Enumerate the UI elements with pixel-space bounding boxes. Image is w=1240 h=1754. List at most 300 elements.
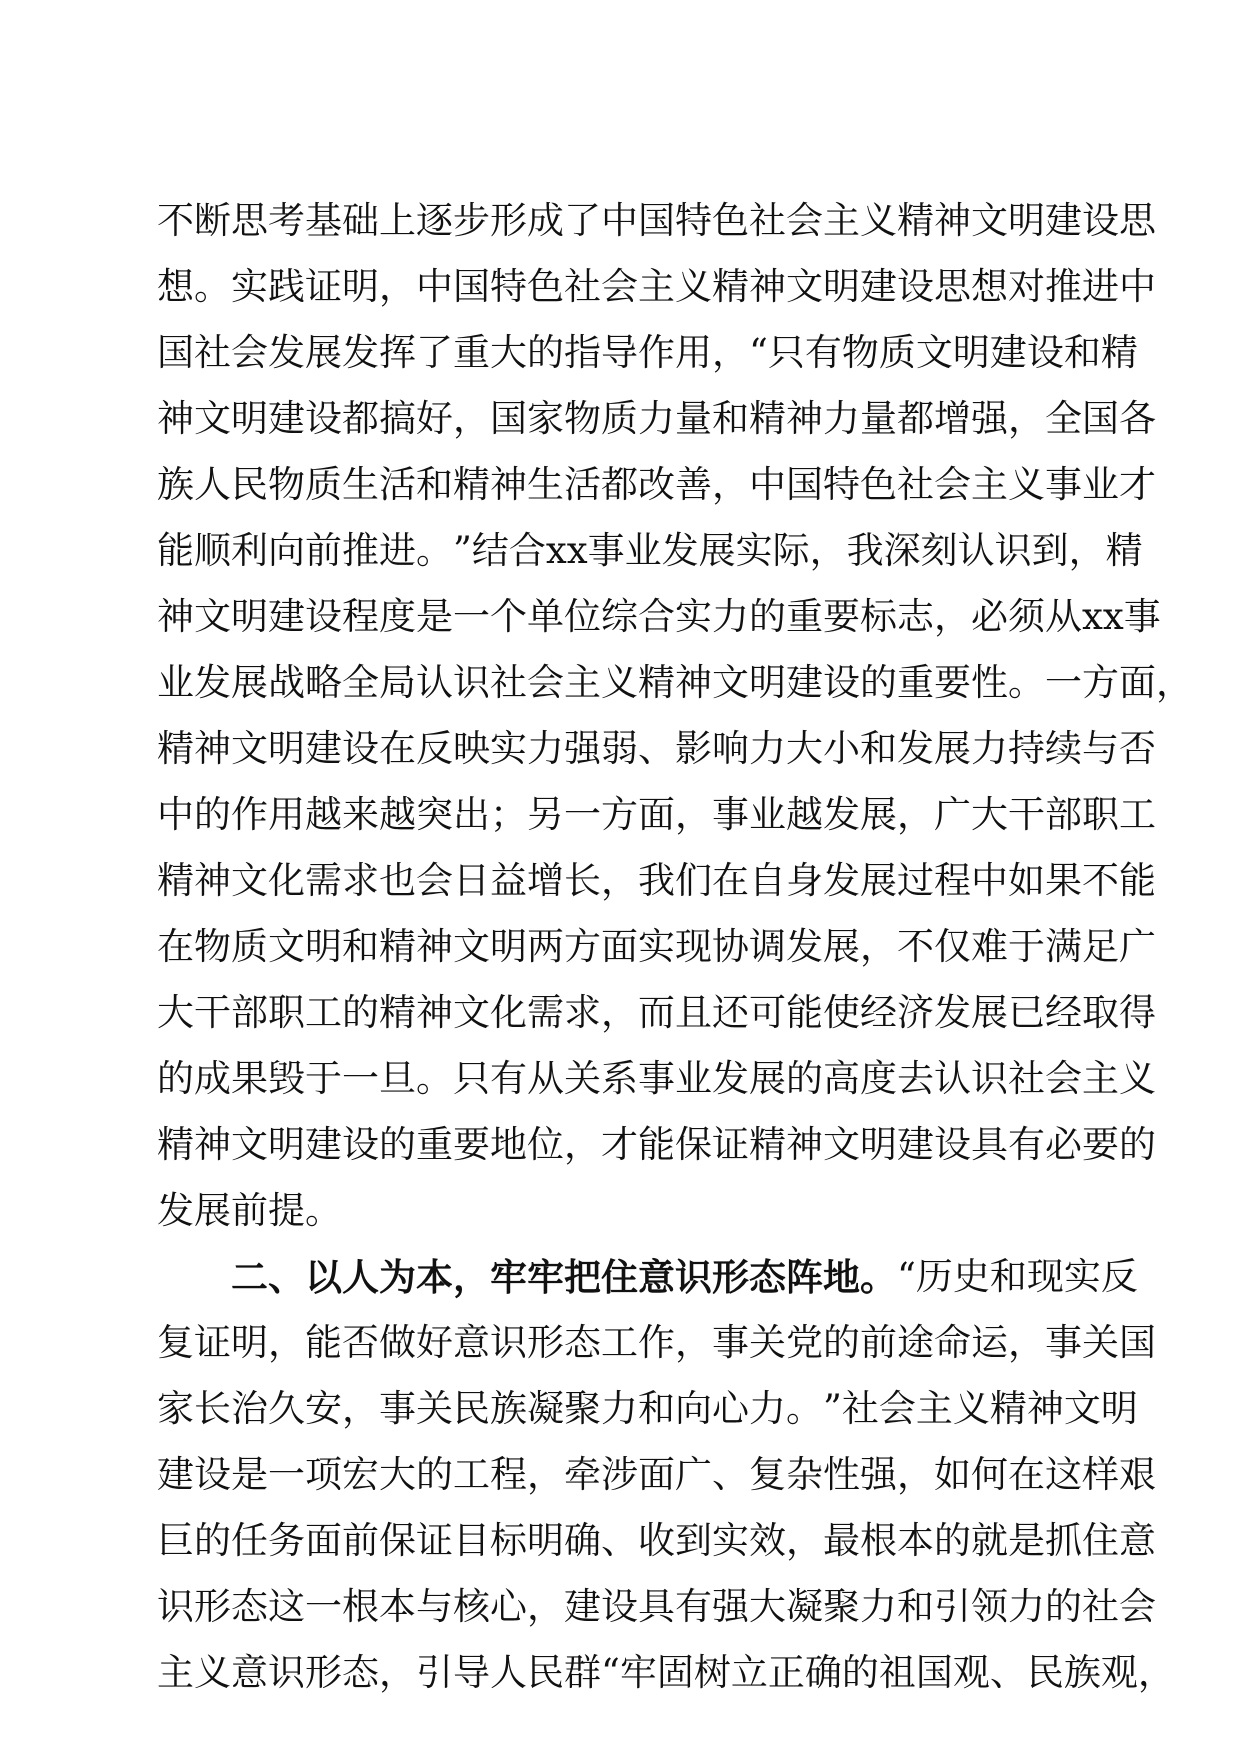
- text-char: 识: [268, 1651, 305, 1694]
- text-char: 现: [675, 925, 712, 968]
- text-char: 识: [490, 1321, 527, 1364]
- text-char: 建: [860, 265, 897, 308]
- text-char: 主: [157, 1651, 194, 1694]
- text-char: 的: [194, 793, 231, 836]
- text-char: 这: [268, 1585, 305, 1628]
- text-char: 文: [786, 265, 823, 308]
- text-char: 用: [268, 793, 305, 836]
- text-char: 义: [1008, 463, 1045, 506]
- text-char: 实: [712, 1519, 749, 1562]
- text-char: 精: [157, 727, 194, 770]
- text-char: 义: [860, 199, 897, 242]
- text-char: 两: [527, 925, 564, 968]
- text-char: 地: [490, 1123, 527, 1166]
- text-char: 精: [712, 265, 749, 308]
- text-char: ，: [1068, 529, 1106, 572]
- text-char: 与: [1082, 727, 1119, 770]
- text-line: [157, 782, 1156, 848]
- text-line: [157, 848, 1156, 914]
- text-char: 前: [860, 1321, 897, 1364]
- text-char: 长: [194, 1387, 231, 1430]
- text-char: 认: [957, 529, 995, 572]
- text-char: 于: [1008, 925, 1045, 968]
- text-char: 设: [342, 727, 379, 770]
- text-char: 神: [786, 397, 823, 440]
- text-char: 社: [749, 199, 786, 242]
- text-char: ，: [379, 265, 416, 308]
- text-char: 质: [878, 331, 916, 374]
- text-char: 性: [971, 661, 1008, 704]
- text-char: 强: [564, 727, 601, 770]
- text-char: 事: [1123, 595, 1161, 638]
- text-char: 会: [878, 1387, 916, 1430]
- text-line: [157, 650, 1193, 716]
- text-char: 工: [601, 1321, 638, 1364]
- text-char: 持: [1008, 727, 1045, 770]
- text-char: ，: [379, 1651, 416, 1694]
- text-char: 明: [860, 1123, 897, 1166]
- text-char: 关: [564, 1057, 601, 1100]
- text-char: 中: [1119, 265, 1156, 308]
- heading-char: 牢: [527, 1255, 564, 1299]
- text-char: 进: [379, 529, 416, 572]
- text-char: 的: [823, 1321, 860, 1364]
- text-char: 识: [157, 1585, 194, 1628]
- text-char: 复: [157, 1321, 194, 1364]
- text-char: 逐: [416, 199, 453, 242]
- text-char: 职: [1082, 793, 1119, 836]
- text-char: 途: [897, 1321, 934, 1364]
- text-char: 明: [231, 1321, 268, 1364]
- text-char: 否: [342, 1321, 379, 1364]
- heading-char: 、: [268, 1255, 305, 1299]
- text-char: 要: [1082, 1123, 1119, 1166]
- text-char: 强: [712, 1585, 749, 1628]
- text-char: 有: [490, 1057, 527, 1100]
- text-char: ，: [527, 1453, 564, 1496]
- text-char: 久: [268, 1387, 305, 1430]
- text-char: 识: [994, 529, 1032, 572]
- text-char: 一: [305, 1585, 342, 1628]
- text-char: 战: [268, 661, 305, 704]
- text-line: [157, 716, 1156, 782]
- text-char: 精: [749, 1123, 786, 1166]
- text-char: ，: [934, 595, 971, 638]
- text-char: 神: [749, 265, 786, 308]
- text-char: 建: [157, 1453, 194, 1496]
- text-line: [157, 980, 1156, 1046]
- text-char: 响: [712, 727, 749, 770]
- text-char: ，: [675, 1321, 712, 1364]
- text-char: 民: [453, 1387, 490, 1430]
- text-char: 这: [1045, 1453, 1082, 1496]
- text-char: 有: [675, 1585, 712, 1628]
- text-char: 程: [934, 859, 971, 902]
- text-char: 实: [638, 925, 675, 968]
- text-char: 的: [416, 1453, 453, 1496]
- text-line: [157, 1112, 1156, 1178]
- text-char: 祖: [878, 1651, 916, 1694]
- text-char: 明: [952, 331, 990, 374]
- text-char: 好: [416, 1321, 453, 1364]
- text-char: 与: [416, 1585, 453, 1628]
- body-text: [157, 188, 1193, 1706]
- text-char: 发: [712, 1057, 749, 1100]
- text-char: 成: [194, 1057, 231, 1100]
- text-char: 工: [453, 1453, 490, 1496]
- text-char: 而: [638, 991, 675, 1034]
- text-char: 的: [379, 1123, 416, 1166]
- text-char: 形: [194, 1585, 231, 1628]
- text-char: 事: [587, 529, 625, 572]
- text-char: 人: [490, 1651, 527, 1694]
- text-char: 色: [527, 265, 564, 308]
- heading-char: 本: [416, 1255, 453, 1299]
- heading-char: 地: [823, 1255, 860, 1299]
- text-char: 文: [453, 925, 490, 968]
- text-char: 重: [786, 595, 823, 638]
- text-char: 中: [971, 859, 1008, 902]
- text-char: 部: [231, 991, 268, 1034]
- text-char: 识: [453, 661, 490, 704]
- text-char: 。: [416, 1057, 453, 1100]
- heading-char: 牢: [490, 1255, 527, 1299]
- text-char: 力: [860, 1585, 897, 1628]
- text-char: 国: [157, 331, 194, 374]
- text-char: 成: [527, 199, 564, 242]
- text-char: 命: [934, 1321, 971, 1364]
- text-char: 最: [823, 1519, 860, 1562]
- text-char: 和: [638, 1387, 675, 1430]
- text-char: 改: [638, 463, 675, 506]
- text-char: 建: [1045, 199, 1082, 242]
- text-char: 主: [915, 1387, 953, 1430]
- text-char: 会: [1045, 1057, 1082, 1100]
- text-char: 牢: [619, 1651, 657, 1694]
- text-char: 建: [305, 727, 342, 770]
- text-char: 难: [971, 925, 1008, 968]
- text-char: 步: [453, 199, 490, 242]
- text-char: 复: [749, 1453, 786, 1496]
- text-char: 建: [786, 661, 823, 704]
- text-char: 化: [490, 991, 527, 1034]
- text-char: 文: [712, 661, 749, 704]
- text-char: 历: [915, 1255, 953, 1298]
- text-char: 抓: [1045, 1519, 1082, 1562]
- text-char: 各: [1119, 397, 1156, 440]
- text-char: 社: [194, 331, 231, 374]
- text-char: 建: [897, 1123, 934, 1166]
- text-char: 从: [527, 1057, 564, 1100]
- text-char: ”: [823, 1387, 842, 1430]
- text-char: “: [601, 1651, 620, 1694]
- text-char: 社: [1008, 1057, 1045, 1100]
- text-char: 发: [157, 1189, 194, 1232]
- text-char: 量: [675, 397, 712, 440]
- text-char: 义: [601, 661, 638, 704]
- text-char: 力: [712, 595, 749, 638]
- text-char: 项: [305, 1453, 342, 1496]
- text-char: 色: [860, 463, 897, 506]
- text-char: 毁: [268, 1057, 305, 1100]
- text-line: [157, 254, 1156, 320]
- text-char: 意: [231, 1651, 268, 1694]
- text-char: 需: [527, 991, 564, 1034]
- text-char: 的: [841, 1651, 879, 1694]
- text-char: ，: [712, 463, 749, 506]
- text-char: 于: [305, 1057, 342, 1100]
- text-char: 上: [379, 199, 416, 242]
- text-char: 有: [804, 331, 842, 374]
- text-char: 根: [342, 1585, 379, 1628]
- text-char: 思: [231, 199, 268, 242]
- text-char: 具: [638, 1585, 675, 1628]
- text-char: 事: [1045, 1321, 1082, 1364]
- text-char: 神: [490, 463, 527, 506]
- text-char: 设: [601, 1585, 638, 1628]
- text-char: 收: [638, 1519, 675, 1562]
- text-char: 国: [915, 1651, 953, 1694]
- text-char: 我: [846, 529, 884, 572]
- text-char: 社: [490, 661, 527, 704]
- text-char: 物: [841, 331, 879, 374]
- text-char: 化: [268, 859, 305, 902]
- text-char: 关: [416, 1387, 453, 1430]
- text-char: 精: [989, 1387, 1027, 1430]
- text-char: 度: [379, 595, 416, 638]
- text-char: 标: [490, 1519, 527, 1562]
- text-char: ，: [564, 1123, 601, 1166]
- text-char: 文: [915, 331, 953, 374]
- text-char: 广: [675, 1453, 712, 1496]
- text-char: 广: [1119, 925, 1156, 968]
- text-char: 量: [860, 397, 897, 440]
- text-char: 建: [268, 595, 305, 638]
- text-char: ，: [453, 397, 490, 440]
- text-char: 力: [527, 727, 564, 770]
- text-char: 的: [1045, 1585, 1082, 1628]
- text-char: 合: [508, 529, 546, 572]
- text-char: 文: [268, 925, 305, 968]
- text-char: 只: [767, 331, 805, 374]
- text-char: 明: [231, 397, 268, 440]
- text-char: 和: [1063, 331, 1101, 374]
- text-line: [157, 1376, 1138, 1442]
- text-char: 心: [490, 1585, 527, 1628]
- text-char: 去: [897, 1057, 934, 1100]
- text-char: 文: [231, 1123, 268, 1166]
- text-char: 引: [934, 1585, 971, 1628]
- text-char: 想: [971, 265, 1008, 308]
- text-char: 求: [342, 859, 379, 902]
- text-char: 实: [735, 529, 773, 572]
- text-char: 方: [1082, 661, 1119, 704]
- text-char: 质: [305, 463, 342, 506]
- text-char: 展: [194, 1189, 231, 1232]
- text-char: 且: [675, 991, 712, 1034]
- text-char: 主: [971, 463, 1008, 506]
- text-char: 凝: [527, 1387, 564, 1430]
- text-char: 神: [194, 727, 231, 770]
- text-char: 态: [564, 1321, 601, 1364]
- text-char: 导: [453, 1651, 490, 1694]
- text-char: 凝: [786, 1585, 823, 1628]
- text-char: 力: [638, 397, 675, 440]
- text-char: 作: [638, 1321, 675, 1364]
- text-char: 须: [1008, 595, 1045, 638]
- text-char: 神: [194, 859, 231, 902]
- text-char: 经: [860, 991, 897, 1034]
- text-char: 大: [971, 793, 1008, 836]
- text-char: 中: [416, 265, 453, 308]
- text-char: 业: [157, 661, 194, 704]
- text-char: 础: [342, 199, 379, 242]
- text-char: 精: [157, 1123, 194, 1166]
- text-char: 家: [527, 397, 564, 440]
- text-char: 小: [823, 727, 860, 770]
- text-char: 事: [1045, 463, 1082, 506]
- text-char: 面: [638, 793, 675, 836]
- text-char: 特: [675, 199, 712, 242]
- text-char: 领: [971, 1585, 1008, 1628]
- text-char: 业: [624, 529, 662, 572]
- text-char: 能: [305, 1321, 342, 1364]
- text-char: 果: [1045, 859, 1082, 902]
- text-line: [157, 1640, 1175, 1706]
- text-char: 展: [305, 331, 342, 374]
- text-char: 文: [971, 199, 1008, 242]
- text-char: 。: [1008, 661, 1045, 704]
- text-char: 展: [860, 793, 897, 836]
- text-line: [157, 1046, 1156, 1112]
- text-char: 明: [823, 265, 860, 308]
- text-char: 治: [231, 1387, 268, 1430]
- text-char: 业: [749, 793, 786, 836]
- text-char: ，: [897, 1453, 934, 1496]
- text-char: 设: [305, 595, 342, 638]
- text-char: 调: [749, 925, 786, 968]
- text-char: 面: [601, 925, 638, 968]
- text-char: ，: [809, 529, 847, 572]
- text-char: 就: [971, 1519, 1008, 1562]
- text-char: 大: [490, 331, 527, 374]
- text-char: 自: [749, 859, 786, 902]
- text-char: 大: [157, 991, 194, 1034]
- text-char: 前: [342, 1519, 379, 1562]
- text-char: 系: [601, 1057, 638, 1100]
- text-char: 物: [564, 397, 601, 440]
- text-char: 思: [934, 265, 971, 308]
- text-char: 益: [490, 859, 527, 902]
- text-char: 国: [490, 397, 527, 440]
- text-char: 神: [157, 595, 194, 638]
- heading-char: 人: [342, 1255, 379, 1299]
- text-char: 深: [883, 529, 921, 572]
- text-char: 族: [1063, 1651, 1101, 1694]
- text-char: 、: [638, 727, 675, 770]
- text-char: 如: [934, 1453, 971, 1496]
- text-char: 重: [453, 331, 490, 374]
- text-char: 践: [268, 265, 305, 308]
- text-char: 文: [453, 991, 490, 1034]
- text-char: 民: [1026, 1651, 1064, 1694]
- text-char: 善: [675, 463, 712, 506]
- text-char: 精: [157, 859, 194, 902]
- text-char: 国: [453, 265, 490, 308]
- text-char: 族: [490, 1387, 527, 1430]
- text-char: 事: [712, 793, 749, 836]
- text-char: 一: [342, 1057, 379, 1100]
- text-char: 已: [1008, 991, 1045, 1034]
- text-char: 特: [490, 265, 527, 308]
- text-char: 族: [157, 463, 194, 506]
- text-char: 还: [712, 991, 749, 1034]
- text-char: 和: [416, 463, 453, 506]
- text-char: 运: [971, 1321, 1008, 1364]
- text-char: 聚: [823, 1585, 860, 1628]
- text-char: 形: [305, 1651, 342, 1694]
- text-char: 涉: [601, 1453, 638, 1496]
- text-line: [157, 1178, 1083, 1244]
- text-char: 任: [231, 1519, 268, 1562]
- text-char: 中: [601, 199, 638, 242]
- text-char: 对: [1008, 265, 1045, 308]
- text-char: 基: [305, 199, 342, 242]
- text-char: 否: [1119, 727, 1156, 770]
- text-char: 济: [897, 991, 934, 1034]
- text-char: 设: [305, 397, 342, 440]
- heading-char: 二: [231, 1255, 268, 1299]
- text-char: 确: [564, 1519, 601, 1562]
- text-char: 设: [342, 1123, 379, 1166]
- text-char: 搞: [379, 397, 416, 440]
- text-char: 。: [305, 1189, 342, 1232]
- text-char: 身: [786, 859, 823, 902]
- text-char: 主: [823, 199, 860, 242]
- text-char: 用: [675, 331, 712, 374]
- text-char: 推: [342, 529, 379, 572]
- text-char: 另: [527, 793, 564, 836]
- text-char: 在: [1008, 1453, 1045, 1496]
- text-char: ，: [1008, 1321, 1045, 1364]
- text-char: 必: [1045, 1123, 1082, 1166]
- text-char: 精: [638, 661, 675, 704]
- text-char: 展: [934, 727, 971, 770]
- text-char: 关: [1082, 1321, 1119, 1364]
- text-char: 都: [601, 463, 638, 506]
- text-char: 的: [860, 661, 897, 704]
- text-char: 设: [897, 265, 934, 308]
- text-char: 精: [1105, 529, 1143, 572]
- text-char: ；: [490, 793, 527, 836]
- text-char: 本: [379, 1585, 416, 1628]
- text-line: [157, 386, 1156, 452]
- text-char: 要: [823, 595, 860, 638]
- heading-char: 形: [712, 1255, 749, 1299]
- text-char: 反: [1100, 1255, 1138, 1298]
- text-char: 我: [638, 859, 675, 902]
- text-char: 刻: [920, 529, 958, 572]
- text-char: 可: [749, 991, 786, 1034]
- text-char: 反: [416, 727, 453, 770]
- text-char: 务: [268, 1519, 305, 1562]
- text-char: 才: [1119, 463, 1156, 506]
- text-char: ，: [897, 793, 934, 836]
- text-char: 精: [749, 397, 786, 440]
- text-char: 证: [194, 1321, 231, 1364]
- text-char: 一: [1045, 661, 1082, 704]
- text-char: 想: [157, 265, 194, 308]
